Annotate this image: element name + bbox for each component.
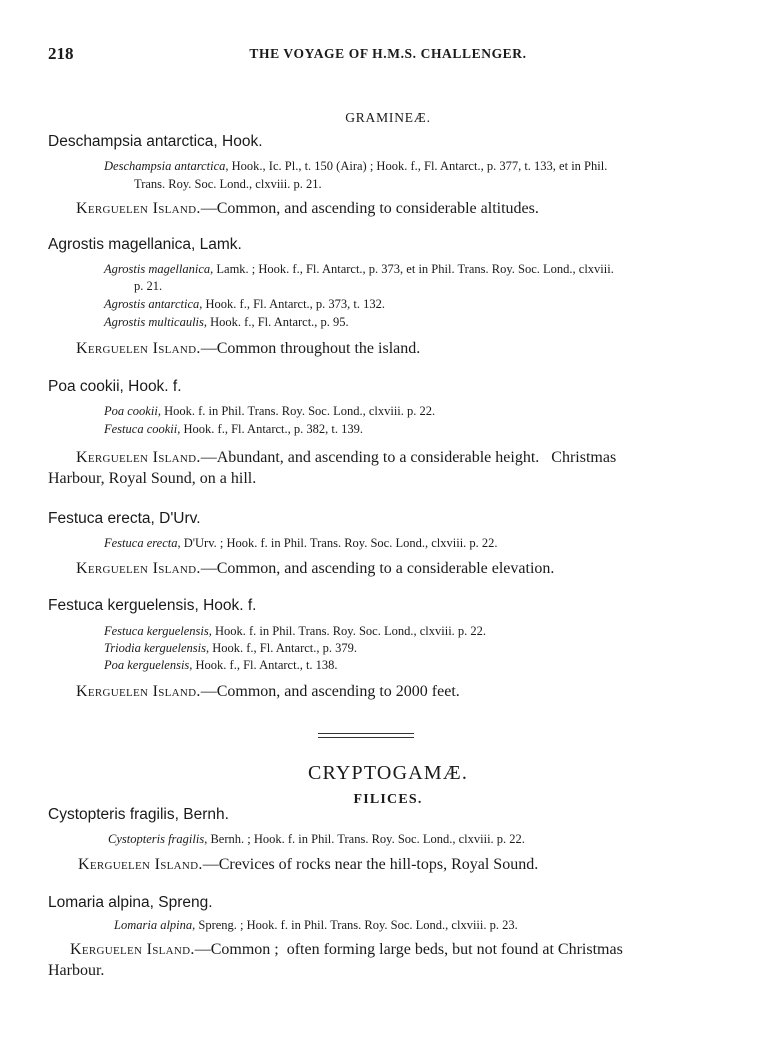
species-name: Festuca erecta, D'Urv. [48, 510, 201, 527]
synonym-name: Agrostis antarctica [104, 297, 200, 311]
locality-text: —Common, and ascending to a considerable elevation. [200, 560, 555, 577]
synonym-name: Cystopteris fragilis [108, 832, 205, 846]
locality-continuation: Harbour, Royal Sound, on a hill. [48, 470, 257, 487]
synonym-ref: , Hook. f. in Phil. Trans. Roy. Soc. Lond., clxviii. p. 22. [208, 624, 487, 638]
locality-paragraph [78, 854, 538, 876]
running-header [48, 44, 728, 64]
locality-text: —Abundant, and ascending to a considerable height. Christmas [200, 449, 617, 466]
locality-label: Kerguelen Island. [70, 941, 195, 958]
synonym-ref: , Bernh. ; Hook. f. in Phil. Trans. Roy. Soc. Lond., clxviii. p. 22. [204, 832, 525, 846]
locality-text: —Common, and ascending to 2000 feet. [200, 683, 460, 700]
species-name: Lomaria alpina, Spreng. [48, 894, 213, 911]
synonym-line [104, 533, 498, 553]
synonym-line [134, 276, 162, 296]
synonym-ref: , Spreng. ; Hook. f. in Phil. Trans. Roy. Soc. Lond., clxviii. p. 23. [192, 918, 518, 932]
locality-label: Kerguelen Island. [76, 560, 201, 577]
synonym-ref: , Hook. f., Fl. Antarct., p. 373, t. 132. [199, 297, 386, 311]
section-divider-rule [318, 737, 414, 738]
locality-label: Kerguelen Island. [76, 200, 201, 217]
synonym-name: Agrostis multicaulis [104, 315, 204, 329]
class-heading-cryptogamae: CRYPTOGAMÆ. [307, 762, 469, 784]
species-name: Poa cookii, Hook. f. [48, 378, 182, 395]
species-name: Festuca kerguelensis, Hook. f. [48, 597, 257, 614]
synonym-name: Festuca cookii [104, 422, 178, 436]
synonym-line [104, 312, 349, 332]
page-number: 218 [48, 44, 74, 63]
synonym-name: Triodia kerguelensis [104, 641, 206, 655]
locality-continuation: Harbour. [48, 962, 105, 979]
locality-paragraph [76, 558, 554, 580]
synonym-line [114, 915, 518, 935]
synonym-line [104, 655, 338, 675]
synonym-name: Poa cookii [104, 404, 158, 418]
species-name: Cystopteris fragilis, Bernh. [48, 806, 229, 823]
locality-text: —Common throughout the island. [200, 340, 421, 357]
synonym-ref: p. 21. [134, 279, 163, 293]
synonym-ref: , Hook. f., Fl. Antarct., p. 95. [203, 315, 349, 329]
locality-label: Kerguelen Island. [76, 449, 201, 466]
synonym-name: Festuca kerguelensis [104, 624, 209, 638]
locality-paragraph [76, 198, 539, 220]
locality-label: Kerguelen Island. [76, 340, 201, 357]
family-heading-gramineae: GRAMINEÆ. [345, 110, 431, 125]
synonym-ref: , Hook. f., Fl. Antarct., p. 379. [205, 641, 358, 655]
family-heading-filices: FILICES. [353, 792, 423, 807]
locality-text: —Common ; often forming large beds, but not found at Christmas [194, 941, 623, 958]
synonym-ref: , D'Urv. ; Hook. f. in Phil. Trans. Roy. Soc. Lond., clxviii. p. 22. [177, 536, 498, 550]
synonym-name: Agrostis magellanica [104, 262, 211, 276]
locality-paragraph [76, 447, 616, 469]
synonym-line [104, 294, 385, 314]
synonym-line [104, 419, 363, 439]
synonym-ref: , Lamk. ; Hook. f., Fl. Antarct., p. 373, et in Phil. Trans. Roy. Soc. Lond., clxviii. [210, 262, 614, 276]
synonym-line [108, 829, 525, 849]
locality-text: —Common, and ascending to considerable altitudes. [200, 200, 539, 217]
locality-paragraph [76, 681, 460, 703]
locality-paragraph [70, 939, 623, 961]
locality-label: Kerguelen Island. [78, 856, 203, 873]
species-name: Agrostis magellanica, Lamk. [48, 236, 242, 253]
synonym-line [134, 174, 322, 194]
species-name: Deschampsia antarctica, Hook. [48, 133, 263, 150]
synonym-name: Lomaria alpina [114, 918, 193, 932]
running-title: THE VOYAGE OF H.M.S. CHALLENGER. [249, 46, 527, 61]
synonym-line [104, 259, 614, 279]
locality-text: —Crevices of rocks near the hill-tops, Royal Sound. [202, 856, 539, 873]
synonym-name: Poa kerguelensis [104, 658, 190, 672]
synonym-ref: , Hook., Ic. Pl., t. 150 (Aira) ; Hook. f., Fl. Antarct., p. 377, t. 133, et in Phil. [225, 159, 608, 173]
synonym-line [104, 156, 607, 176]
synonym-ref: , Hook. f., Fl. Antarct., p. 382, t. 139. [177, 422, 364, 436]
synonym-name: Deschampsia antarctica [104, 159, 226, 173]
synonym-ref: , Hook. f. in Phil. Trans. Roy. Soc. Lond., clxviii. p. 22. [157, 404, 436, 418]
locality-label: Kerguelen Island. [76, 683, 201, 700]
synonym-name: Festuca erecta [104, 536, 178, 550]
synonym-ref: , Hook. f., Fl. Antarct., t. 138. [189, 658, 338, 672]
synonym-ref: Trans. Roy. Soc. Lond., clxviii. p. 21. [134, 177, 322, 191]
synonym-line [104, 401, 435, 421]
locality-paragraph [76, 338, 420, 360]
section-divider-rule [318, 733, 414, 734]
